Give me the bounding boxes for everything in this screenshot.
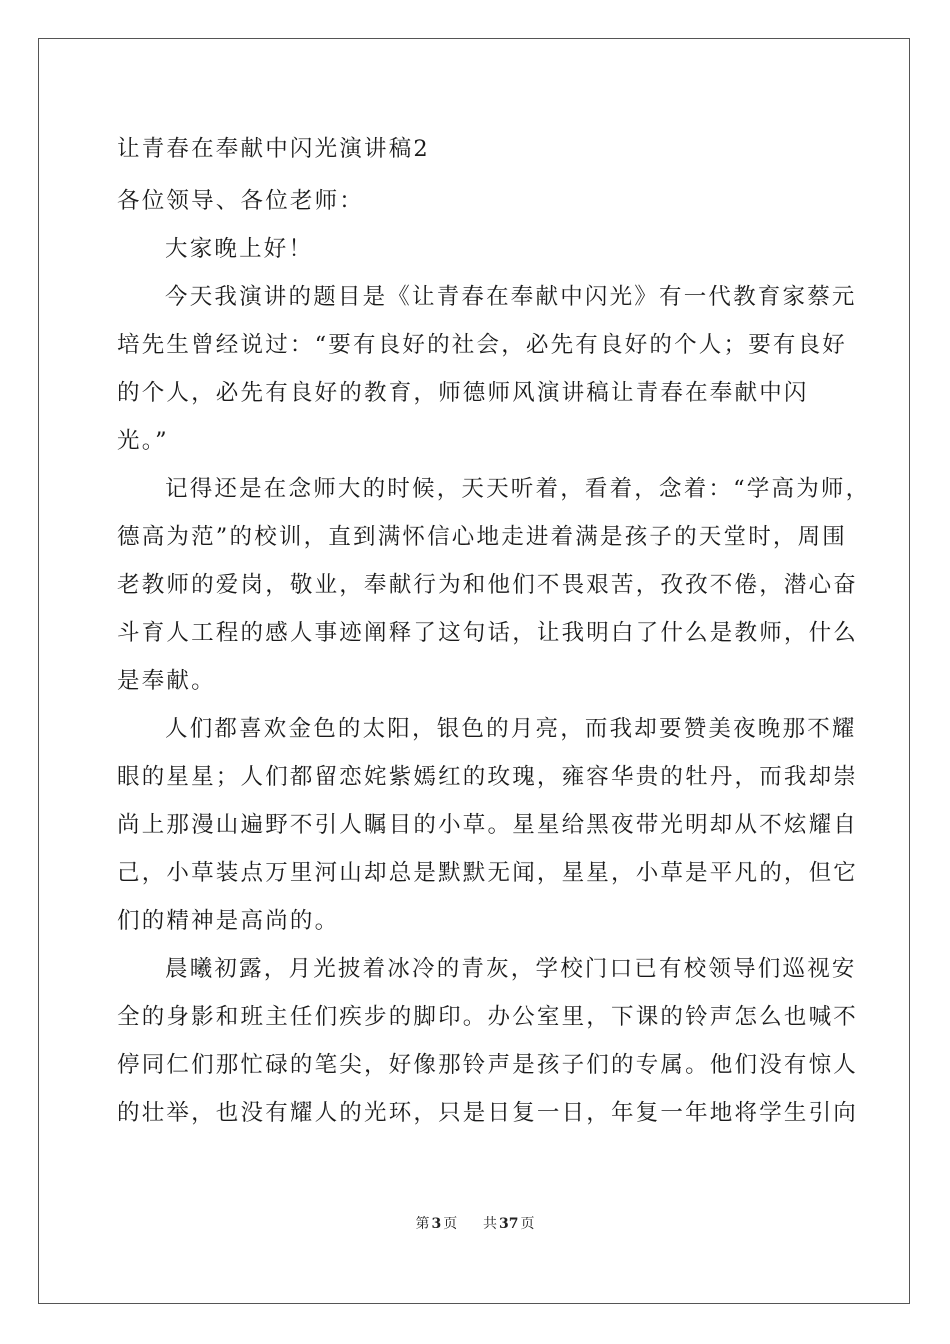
paragraph-line: 停同仁们那忙碌的笔尖，好像那铃声是孩子们的专属。他们没有惊人	[117, 1052, 859, 1078]
paragraph-line: 培先生曾经说过：“要有良好的社会，必先有良好的个人；要有良好	[117, 332, 848, 358]
page-prefix: 第	[415, 1216, 430, 1232]
paragraph-2	[117, 465, 871, 705]
total-prefix: 共	[483, 1216, 498, 1232]
page-footer	[0, 1213, 950, 1233]
paragraph-line: 们的精神是高尚的。	[117, 908, 340, 934]
paragraph-line: 全的身影和班主任们疾步的脚印。办公室里，下课的铃声怎么也喊不	[117, 1004, 859, 1030]
page-suffix: 页	[443, 1216, 458, 1232]
paragraph-1	[117, 273, 857, 465]
greeting: 大家晚上好！	[165, 236, 314, 262]
paragraph-line: 德高为范”的校训，直到满怀信心地走进着满是孩子的天堂时，周围	[117, 524, 848, 550]
paragraph-4	[117, 945, 859, 1137]
paragraph-line: 记得还是在念师大的时候，天天听着，看着，念着：“学高为师，	[165, 476, 871, 502]
document-body	[117, 125, 871, 1137]
paragraph-line: 是奉献。	[117, 668, 216, 694]
paragraph-3	[117, 705, 859, 945]
total-pages: 37	[499, 1216, 519, 1232]
paragraph-line: 己，小草装点万里河山却总是默默无闻，星星，小草是平凡的，但它	[117, 860, 859, 886]
paragraph-line: 光。”	[117, 428, 169, 454]
paragraph-line: 晨曦初露，月光披着冰冷的青灰，学校门口已有校领导们巡视安	[165, 956, 857, 982]
paragraph-line: 的壮举，也没有耀人的光环，只是日复一日，年复一年地将学生引向	[117, 1100, 859, 1126]
paragraph-line: 尚上那漫山遍野不引人瞩目的小草。星星给黑夜带光明却从不炫耀自	[117, 812, 859, 838]
total-suffix: 页	[520, 1216, 535, 1232]
page-number: 3	[431, 1216, 442, 1232]
total-indicator	[481, 1216, 536, 1232]
salutation: 各位领导、各位老师：	[117, 188, 365, 214]
paragraph-line: 斗育人工程的感人事迹阐释了这句话，让我明白了什么是教师，什么	[117, 620, 859, 646]
paragraph-line: 人们都喜欢金色的太阳，银色的月亮，而我却要赞美夜晚那不耀	[165, 716, 857, 742]
document-title: 让青春在奉献中闪光演讲稿2	[117, 136, 430, 162]
page-indicator	[413, 1216, 459, 1232]
paragraph-line: 眼的星星；人们都留恋姹紫嫣红的玫瑰，雍容华贵的牡丹，而我却崇	[117, 764, 859, 790]
paragraph-line: 今天我演讲的题目是《让青春在奉献中闪光》有一代教育家蔡元	[165, 284, 857, 310]
paragraph-line: 的个人，必先有良好的教育，师德师风演讲稿让青春在奉献中闪	[117, 380, 809, 406]
paragraph-line: 老教师的爱岗，敬业，奉献行为和他们不畏艰苦，孜孜不倦，潜心奋	[117, 572, 859, 598]
